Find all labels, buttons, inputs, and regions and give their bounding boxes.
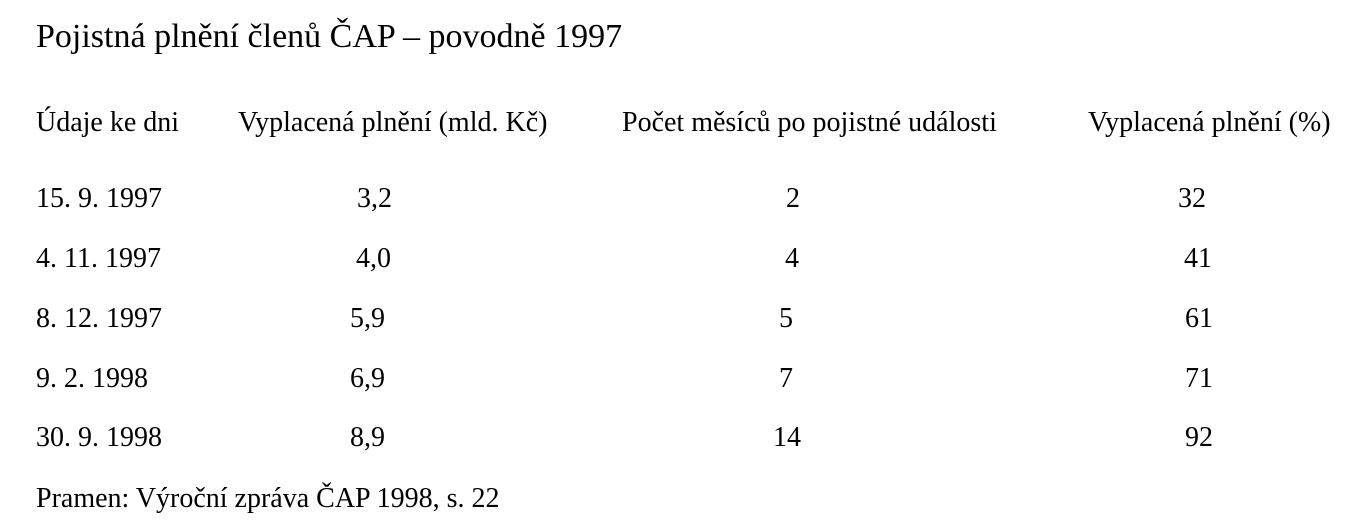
source-note: Pramen: Výroční zpráva ČAP 1998, s. 22 — [36, 483, 500, 514]
cell-paid-percent: 61 — [1185, 303, 1213, 334]
cell-months: 5 — [779, 303, 793, 334]
cell-paid-amount: 4,0 — [356, 243, 391, 274]
cell-paid-amount: 3,2 — [357, 183, 392, 214]
cell-date: 8. 12. 1997 — [36, 303, 162, 334]
cell-paid-percent: 32 — [1178, 183, 1206, 214]
cell-date: 15. 9. 1997 — [36, 183, 162, 214]
cell-months: 2 — [786, 183, 800, 214]
page-title: Pojistná plnění členů ČAP – povodně 1997 — [36, 18, 623, 55]
cell-paid-percent: 71 — [1185, 363, 1213, 394]
cell-months: 14 — [773, 422, 801, 453]
cell-months: 4 — [785, 243, 799, 274]
header-paid-amount: Vyplacená plnění (mld. Kč) — [238, 107, 548, 138]
cell-date: 30. 9. 1998 — [36, 422, 162, 453]
cell-paid-percent: 92 — [1185, 422, 1213, 453]
cell-paid-amount: 6,9 — [350, 363, 385, 394]
header-months: Počet měsíců po pojistné události — [622, 107, 997, 138]
cell-months: 7 — [779, 363, 793, 394]
header-date: Údaje ke dni — [36, 107, 180, 138]
cell-paid-amount: 8,9 — [350, 422, 385, 453]
cell-date: 4. 11. 1997 — [36, 243, 161, 274]
cell-paid-percent: 41 — [1184, 243, 1212, 274]
cell-paid-amount: 5,9 — [350, 303, 385, 334]
header-paid-percent: Vyplacená plnění (%) — [1088, 107, 1331, 138]
cell-date: 9. 2. 1998 — [36, 363, 148, 394]
